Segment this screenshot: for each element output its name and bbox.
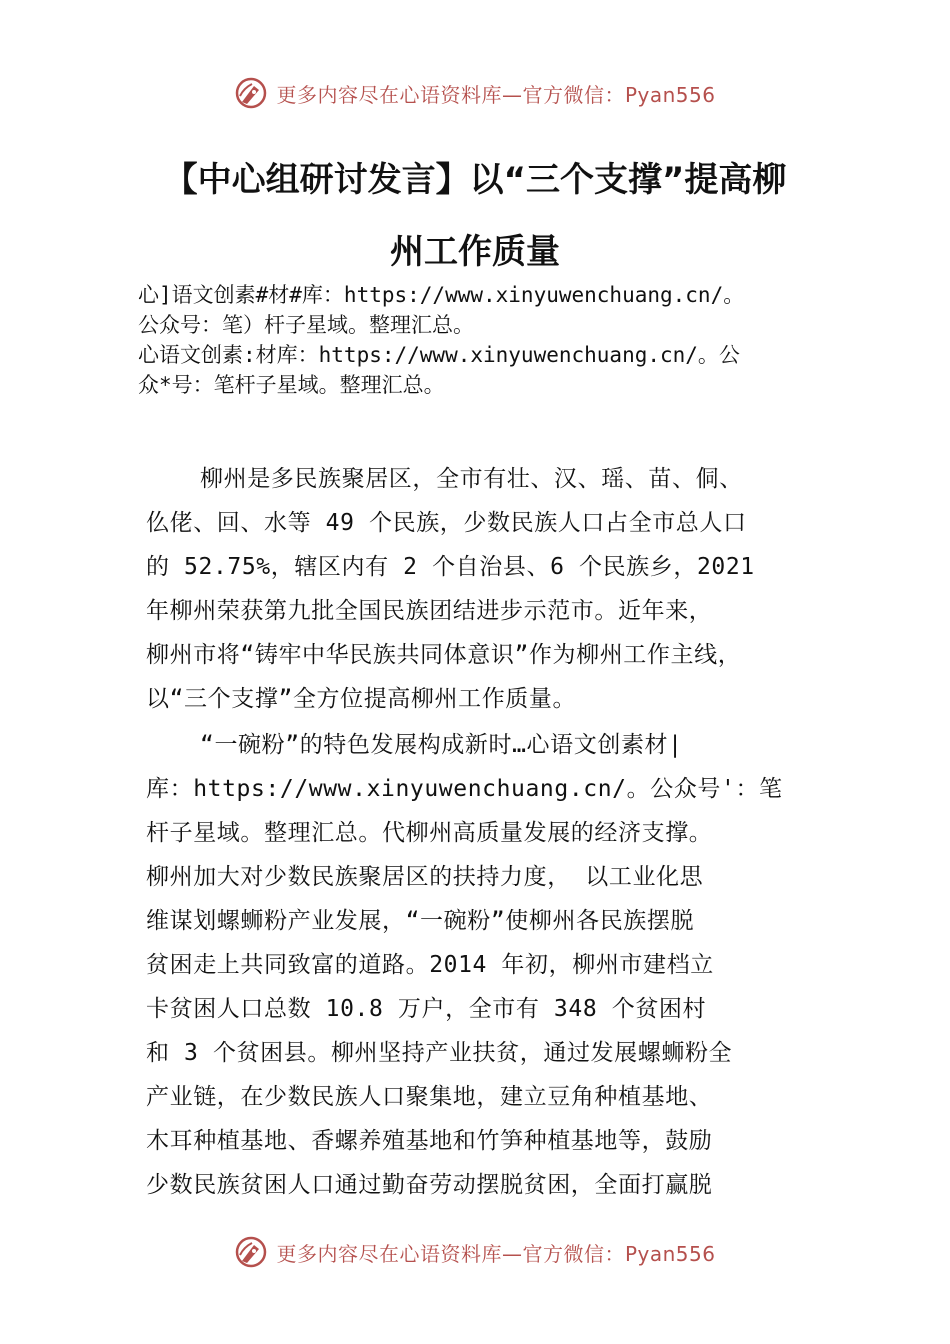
body-text-line: 柳州是多民族聚居区，全市有壮、汉、瑶、苗、侗、 <box>200 466 743 492</box>
pen-nib-logo-icon <box>234 76 268 110</box>
source-note-line: 公众号：笔）杆子星域。整理汇总。 <box>138 313 474 337</box>
pen-nib-logo-icon <box>234 1235 268 1269</box>
body-text-line: 卡贫困人口总数 10.8 万户，全市有 348 个贫困村 <box>146 996 707 1022</box>
body-text-line: 年柳州荣获第九批全国民族团结进步示范市。近年来， <box>146 598 713 624</box>
header-banner <box>0 71 950 115</box>
body-text-line: 以“三个支撑”全方位提高柳州工作质量。 <box>146 686 577 712</box>
body-text-line: 木耳种植基地、香螺养殖基地和竹笋种植基地等，鼓励 <box>146 1128 713 1154</box>
footer-banner-text: 更多内容尽在心语资料库—官方微信：Pyan556 <box>276 1241 716 1266</box>
source-note-line: 众*号：笔杆子星域。整理汇总。 <box>138 373 445 397</box>
source-note-line: 心]语文创素#材#库：https://www.xinyuwenchuang.cn/。 <box>138 283 745 307</box>
body-text-line: 维谋划螺蛳粉产业发展，“一碗粉”使柳州各民族摆脱 <box>146 908 695 934</box>
body-text-line: 仫佬、回、水等 49 个民族，少数民族人口占全市总人口 <box>146 510 747 536</box>
page-title-line-1: 【中心组研讨发言】以“三个支撑”提高柳 <box>163 160 787 200</box>
body-text-line: 库：https://www.xinyuwenchuang.cn/。公众号'：笔 <box>146 776 783 802</box>
body-text-line: 的 52.75%，辖区内有 2 个自治县、6 个民族乡，2021 <box>146 554 755 580</box>
body-text-line: 产业链，在少数民族人口聚集地，建立豆角种植基地、 <box>146 1084 713 1110</box>
header-banner-text: 更多内容尽在心语资料库—官方微信：Pyan556 <box>276 82 716 107</box>
body-text-line: 贫困走上共同致富的道路。2014 年初，柳州市建档立 <box>146 952 714 978</box>
body-text-line: 少数民族贫困人口通过勤奋劳动摆脱贫困，全面打赢脱 <box>146 1172 713 1198</box>
body-text-line: 柳州加大对少数民族聚居区的扶持力度， 以工业化思 <box>146 864 704 890</box>
body-text-line: 和 3 个贫困县。柳州坚持产业扶贫，通过发展螺蛳粉全 <box>146 1040 733 1066</box>
page-title-line-2: 州工作质量 <box>390 232 560 272</box>
body-text-line: 柳州市将“铸牢中华民族共同体意识”作为柳州工作主线， <box>146 642 742 668</box>
body-text-line: “一碗粉”的特色发展构成新时…心语文创素材| <box>200 732 683 758</box>
source-note-line: 心语文创素:材库：https://www.xinyuwenchuang.cn/。公 <box>138 343 740 367</box>
body-text-line: 杆子星域。整理汇总。代柳州高质量发展的经济支撑。 <box>146 820 713 846</box>
footer-banner <box>0 1230 950 1274</box>
